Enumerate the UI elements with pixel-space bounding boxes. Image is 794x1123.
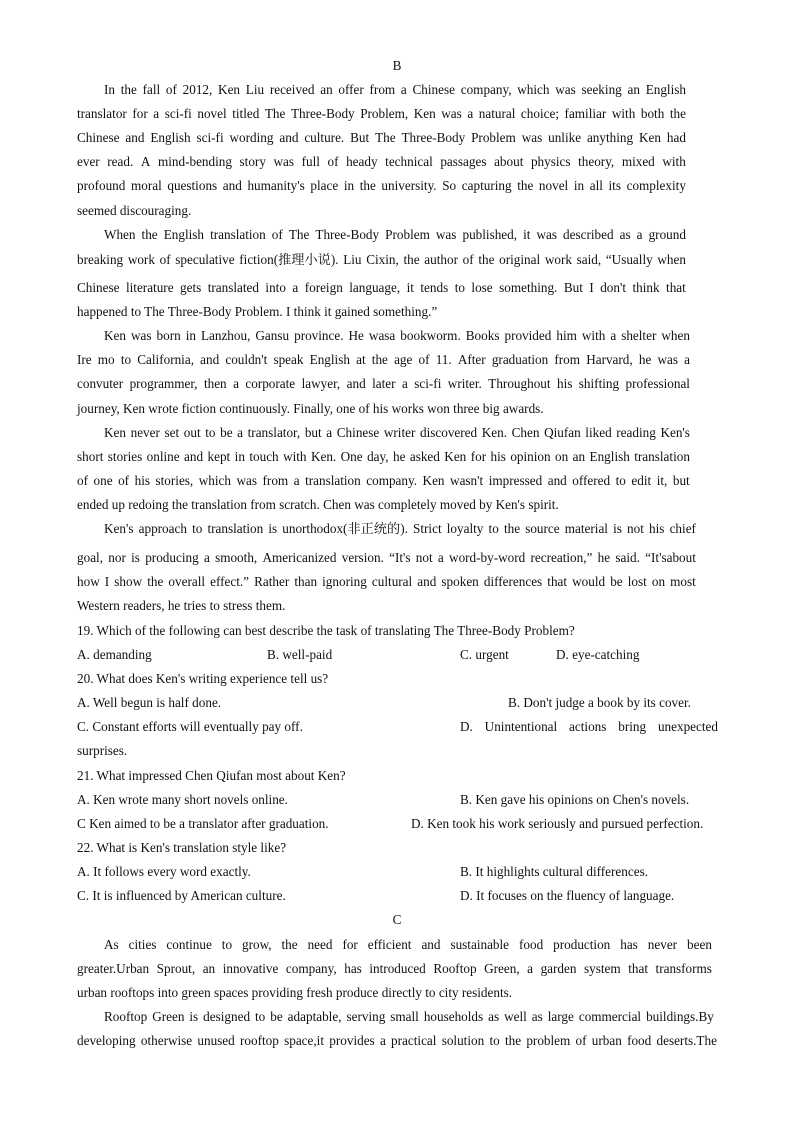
option-a[interactable]: A. It follows every word exactly.: [77, 864, 251, 879]
option-b[interactable]: B. well-paid: [267, 647, 333, 662]
option-b[interactable]: B. Don't judge a book by its cover.: [508, 695, 691, 710]
text-line: Western readers, he tries to stress them.: [77, 598, 286, 613]
text-line: breaking work of speculative fiction(推理小说). Liu Cixin, the author of the original work said, “Usually when: [77, 252, 686, 267]
text-line: short stories online and kept in touch with Ken. One day, he asked Ken for his opinion on an English translation: [77, 449, 690, 464]
text-line: As cities continue to grow, the need for efficient and sustainable food production has never been: [104, 937, 712, 952]
option-d-continued[interactable]: surprises.: [77, 743, 128, 758]
option-a[interactable]: A. Well begun is half done.: [77, 695, 222, 710]
text-line: journey, Ken wrote fiction continuously. Finally, one of his works won three big awards.: [77, 401, 544, 416]
text-line: Ken never set out to be a translator, but a Chinese writer discovered Ken. Chen Qiufan liked reading Ken's: [104, 425, 690, 440]
text-line: translator for a sci-fi novel titled The Three-Body Problem, Ken was a natural choice; familiar with both the: [77, 106, 686, 121]
option-c[interactable]: C. Constant efforts will eventually pay off.: [77, 719, 303, 734]
option-b[interactable]: B. It highlights cultural differences.: [460, 864, 648, 879]
option-c[interactable]: C. It is influenced by American culture.: [77, 888, 286, 903]
question-stem: 22. What is Ken's translation style like?: [77, 840, 287, 855]
text-line: developing otherwise unused rooftop space,it provides a practical solution to the problem of urban food deserts.The: [77, 1033, 717, 1048]
option-a[interactable]: A. Ken wrote many short novels online.: [77, 792, 288, 807]
text-line: urban rooftops into green spaces providing fresh produce directly to city residents.: [77, 985, 513, 1000]
text-line: Rooftop Green is designed to be adaptable, serving small households as well as large commercial buildings.By: [104, 1009, 714, 1024]
text-line: When the English translation of The Three-Body Problem was published, it was described as a ground: [104, 227, 686, 242]
section-b-heading: B: [392, 58, 402, 73]
text-line: Chinese literature gets translated into a foreign language, it tends to lose something. But I don't think that: [77, 280, 686, 295]
text-line: Ire mo to California, and couldn't speak English at the age of 11. After graduation from Harvard, he was a: [77, 352, 690, 367]
option-d[interactable]: D. Ken took his work seriously and pursued perfection.: [411, 816, 704, 831]
text-line: Ken's approach to translation is unorthodox(非正统的). Strict loyalty to the source material is not his chief: [104, 521, 696, 536]
text-line: ever read. A mind-bending story was full of heady technical passages about physics theory, mixed with: [77, 154, 686, 169]
option-b[interactable]: B. Ken gave his opinions on Chen's novels.: [460, 792, 690, 807]
text-line: In the fall of 2012, Ken Liu received an offer from a Chinese company, which was seeking an English: [104, 82, 686, 97]
text-line: of one of his stories, which was from a translation company. Ken wasn't impressed and offered to edit it, but: [77, 473, 690, 488]
option-a[interactable]: A. demanding: [77, 647, 152, 662]
text-line: Ken was born in Lanzhou, Gansu province. He wasa bookworm. Books provided him with a shelter when: [104, 328, 690, 343]
option-d[interactable]: D. Unintentional actions bring unexpected: [460, 719, 718, 734]
text-line: greater.Urban Sprout, an innovative company, has introduced Rooftop Green, a garden system that transforms: [77, 961, 712, 976]
text-line: seemed discouraging.: [77, 203, 192, 218]
option-d[interactable]: D. It focuses on the fluency of language.: [460, 888, 675, 903]
section-c-heading: C: [392, 912, 402, 927]
text-line: profound moral questions and humanity's place in the university. So capturing the novel in all its complexity: [77, 178, 686, 193]
text-line: ended up redoing the translation from scratch. Chen was completely moved by Ken's spirit.: [77, 497, 559, 512]
text-line: goal, nor is producing a smooth, Americanized version. “It's not a word-by-word recreation,” he said. “It'sabout: [77, 550, 696, 565]
text-line: how I show the overall effect.” Rather than ignoring cultural and spoken differences that would be lost on most: [77, 574, 696, 589]
text-line: convuter programmer, then a corporate lawyer, and later a sci-fi writer. Throughout his shifting professional: [77, 376, 690, 391]
question-stem: 20. What does Ken's writing experience tell us?: [77, 671, 329, 686]
option-c[interactable]: C Ken aimed to be a translator after graduation.: [77, 816, 329, 831]
text-line: happened to The Three-Body Problem. I think it gained something.”: [77, 304, 438, 319]
text-line: Chinese and English sci-fi wording and culture. But The Three-Body Problem was unlike anything Ken had: [77, 130, 686, 145]
option-c[interactable]: C. urgent: [460, 647, 509, 662]
question-stem: 21. What impressed Chen Qiufan most about Ken?: [77, 768, 346, 783]
option-d[interactable]: D. eye-catching: [556, 647, 640, 662]
question-stem: 19. Which of the following can best describe the task of translating The Three-Body Problem?: [77, 623, 575, 638]
